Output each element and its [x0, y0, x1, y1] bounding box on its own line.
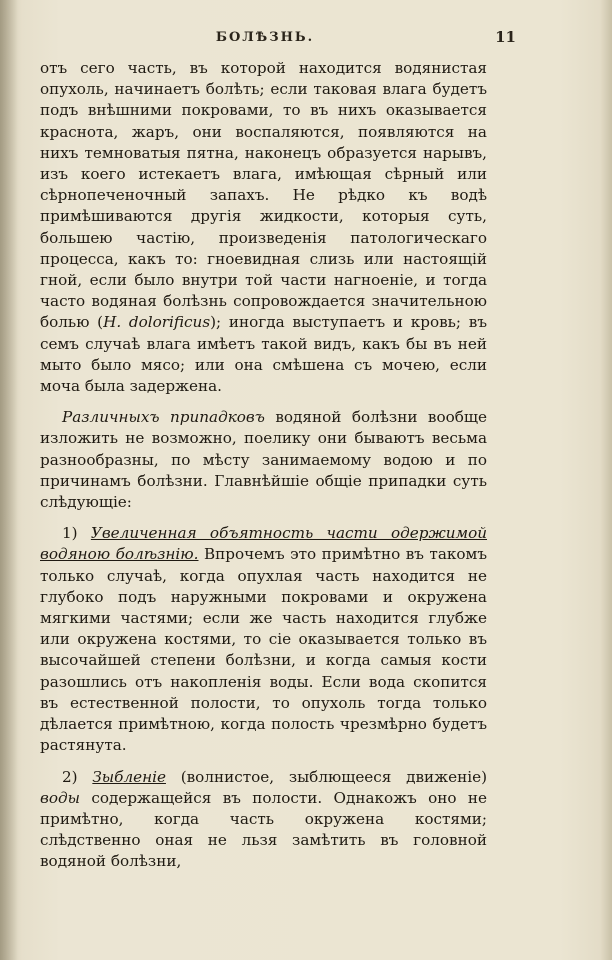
paragraph-3-number: 1) [62, 524, 91, 543]
paragraph-4-lead2: воды [40, 788, 80, 807]
body-text [40, 58, 487, 873]
paragraph-4-number: 2) [62, 767, 93, 786]
paragraph-3 [40, 523, 487, 756]
running-head: БОЛѢЗНЬ. [215, 30, 315, 45]
paragraph-4-mid: (волнистое, зыблющееся движеніе) [165, 767, 488, 786]
paragraph-4 [40, 767, 487, 873]
paragraph-2 [40, 407, 487, 513]
paragraph-4-lead: Зыбленіе [92, 767, 166, 786]
paragraph-3-lead: Увеличенная объятность части одержимой водяною болѣзнію. [40, 524, 488, 564]
paragraph-1-text-b: ); иногда выступаетъ и кровь; въ семъ случаѣ влага имѣетъ такой видъ, какъ бы въ ней мыто было мясо; или она смѣшена съ мочею, если моча была задержена. [40, 313, 487, 396]
paragraph-3-text: Впрочемъ это примѣтно въ такомъ только случаѣ, когда опухлая часть находится не глубоко подъ наружными покровами и окружена мягкими частями; если же часть находится глубже или окружена костями, то сіе оказывается только въ высочайшей степени болѣзни, и когда самыя кости разошлись отъ накопленія воды. Если вода скопится въ естественной полости, то опухоль тогда только дѣлается примѣтною, когда полость чрезмѣрно будетъ растянута. [40, 545, 488, 755]
paragraph-1 [40, 58, 487, 397]
latin-term: H. dolorificus [103, 313, 211, 332]
binding-shadow [0, 0, 18, 960]
page-number: 11 [495, 28, 516, 46]
paragraph-2-text: водяной болѣзни вообще изложить не возможно, поелику они бываютъ весьма разнообразны, по мѣсту занимаемому водою и по причинамъ болѣзни. Главнѣйшіе общіе припадки суть слѣдующіе: [40, 408, 487, 512]
paragraph-1-text-a: отъ сего часть, въ которой находится водянистая опухоль, начинаетъ болѣть; если таковая влага будетъ подъ внѣшними покровами, то въ нихъ оказывается краснота, жаръ, они воспаляются, появляются на нихъ темноватыя пятна, наконецъ образуется нарывъ, изъ коего истекаетъ влага, имѣющая сѣрный или сѣрнопеченочный запахъ. Не рѣдко къ водѣ примѣшиваются другія жидкости, которыя суть, большею частію, произведенія патологическаго процесса, какъ то: гноевидная слизь или настоящій гной, если было внутри той части нагноеніе, и тогда часто водяная болѣзнь сопровождается значительною болью ( [40, 59, 487, 332]
page-header [40, 28, 516, 52]
paragraph-4-text: содержащейся въ полости. Однакожъ оно не примѣтно, когда часть окружена костями; слѣдственно оная не льзя замѣтить въ головной водяной болѣзни, [40, 788, 487, 871]
paragraph-2-lead: Различныхъ припадковъ [62, 408, 265, 427]
